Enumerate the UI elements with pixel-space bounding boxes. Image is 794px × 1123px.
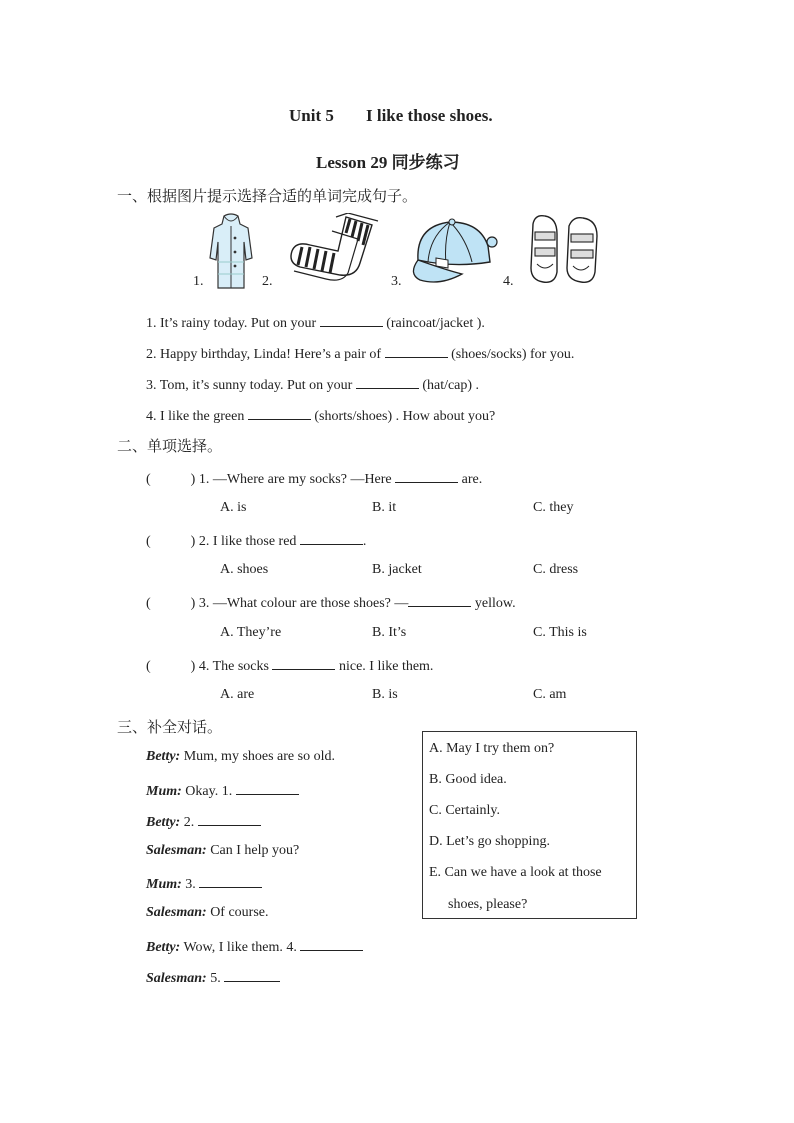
choice-a: A. May I try them on?: [429, 741, 555, 756]
dialogue-line: Betty: Wow, I like them. 4.: [146, 937, 363, 956]
question-2: ( ) 2. I like those red .: [146, 531, 366, 550]
picture-number-3: 3.: [391, 274, 402, 289]
option-a: A. They’re: [220, 625, 282, 640]
option-a: A. is: [220, 500, 247, 515]
answer-blank[interactable]: [248, 406, 311, 420]
sentence-1: 1. It’s rainy today. Put on your (raincoat/jacket ).: [146, 313, 485, 332]
option-c: C. This is: [533, 625, 587, 640]
question-1: ( ) 1. —Where are my socks? —Here are.: [146, 469, 482, 488]
option-a: A. shoes: [220, 562, 269, 577]
choices-box: [422, 731, 637, 919]
option-b: B. It’s: [372, 625, 407, 640]
option-b: B. is: [372, 687, 398, 702]
unit-label: Unit 5: [289, 106, 334, 125]
dialogue-line: Salesman: Of course.: [146, 905, 269, 920]
lesson-title: Lesson 29 同步练习: [316, 153, 460, 172]
sentence-4: 4. I like the green (shorts/shoes) . How about you?: [146, 406, 495, 425]
answer-blank[interactable]: [300, 531, 363, 545]
speaker: Salesman:: [146, 971, 207, 986]
answer-blank[interactable]: [199, 874, 262, 888]
answer-paren-space[interactable]: [151, 470, 191, 483]
sentence-3: 3. Tom, it’s sunny today. Put on your (hat/cap) .: [146, 375, 479, 394]
answer-blank[interactable]: [198, 812, 261, 826]
option-c: C. they: [533, 500, 574, 515]
section3-heading: 三、补全对话。: [117, 718, 223, 736]
option-c: C. dress: [533, 562, 579, 577]
speaker: Betty:: [146, 815, 181, 830]
choice-e-continued: shoes, please?: [448, 897, 528, 912]
sandals-icon: [527, 214, 603, 286]
dialogue-line: Mum: Okay. 1.: [146, 781, 299, 800]
choice-e: E. Can we have a look at those: [429, 865, 602, 880]
speaker: Mum:: [146, 877, 182, 892]
option-c: C. am: [533, 687, 567, 702]
cap-icon: [410, 216, 502, 286]
answer-blank[interactable]: [300, 937, 363, 951]
dialogue-line: Betty: 2.: [146, 812, 261, 831]
answer-blank[interactable]: [236, 781, 299, 795]
dialogue-line: Salesman: Can I help you?: [146, 843, 300, 858]
answer-blank[interactable]: [408, 593, 471, 607]
choice-c: C. Certainly.: [429, 803, 501, 818]
answer-paren-space[interactable]: [151, 657, 191, 670]
dialogue-line: Betty: Mum, my shoes are so old.: [146, 749, 335, 764]
option-a: A. are: [220, 687, 255, 702]
speaker: Salesman:: [146, 843, 207, 858]
raincoat-icon: [208, 212, 254, 290]
answer-blank[interactable]: [395, 469, 458, 483]
section1-heading: 一、根据图片提示选择合适的单词完成句子。: [117, 187, 418, 205]
page-title: I like those shoes.: [366, 106, 493, 125]
question-3: ( ) 3. —What colour are those shoes? — yellow.: [146, 593, 516, 612]
question-4: ( ) 4. The socks nice. I like them.: [146, 656, 433, 675]
dialogue-line: Salesman: 5.: [146, 968, 280, 987]
choice-b: B. Good idea.: [429, 772, 507, 787]
answer-blank[interactable]: [320, 313, 383, 327]
speaker: Betty:: [146, 940, 181, 955]
sentence-2: 2. Happy birthday, Linda! Here’s a pair of (shoes/socks) for you.: [146, 344, 574, 363]
choice-d: D. Let’s go shopping.: [429, 834, 550, 849]
answer-blank[interactable]: [224, 968, 280, 982]
speaker: Mum:: [146, 784, 182, 799]
picture-number-1: 1.: [193, 274, 204, 289]
answer-blank[interactable]: [385, 344, 448, 358]
answer-paren-space[interactable]: [151, 532, 191, 545]
answer-blank[interactable]: [272, 656, 335, 670]
option-b: B. it: [372, 500, 397, 515]
section2-heading: 二、单项选择。: [117, 437, 223, 455]
answer-blank[interactable]: [356, 375, 419, 389]
speaker: Betty:: [146, 749, 181, 764]
speaker: Salesman:: [146, 905, 207, 920]
picture-number-2: 2.: [262, 274, 273, 289]
socks-icon: [286, 213, 383, 283]
option-b: B. jacket: [372, 562, 422, 577]
answer-paren-space[interactable]: [151, 594, 191, 607]
picture-number-4: 4.: [503, 274, 514, 289]
dialogue-line: Mum: 3.: [146, 874, 262, 893]
